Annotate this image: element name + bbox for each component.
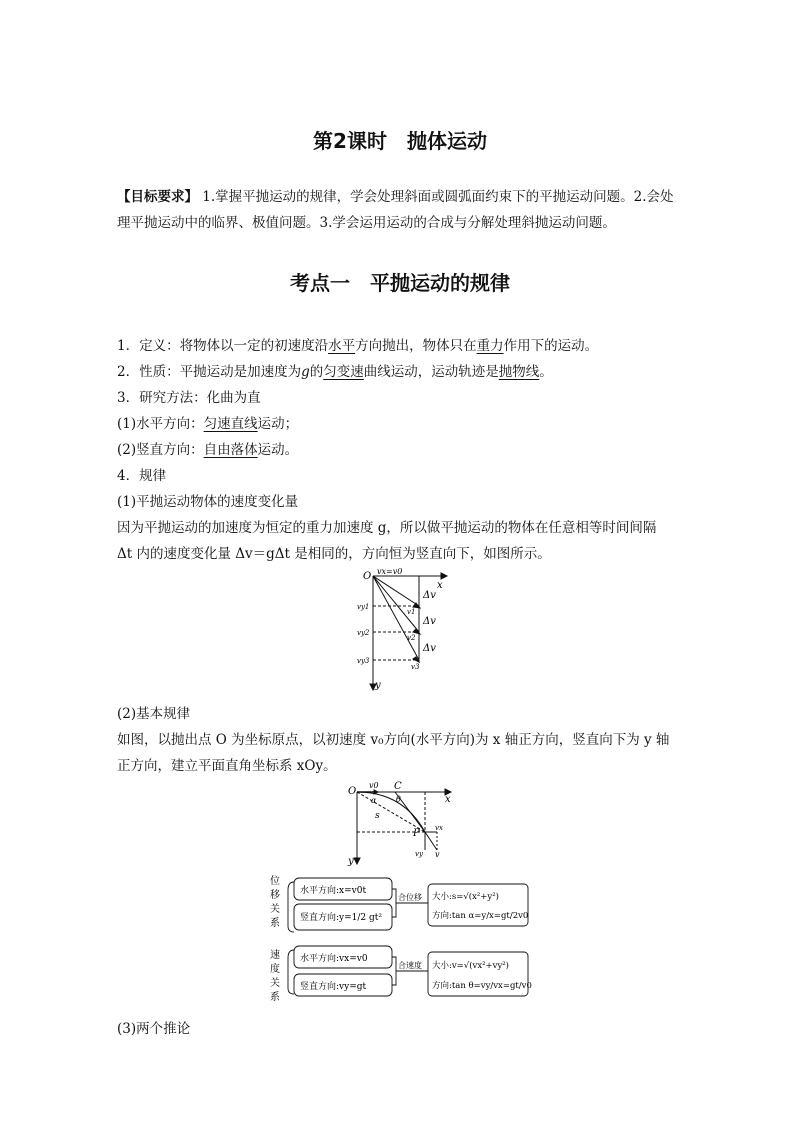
fig3-vel-label-1: 速: [270, 950, 280, 961]
def-text-a: 1．定义：将物体以一定的初速度沿: [117, 338, 329, 354]
fig3-disp-horizontal: 水平方向:x=v0t: [300, 886, 367, 896]
goal-paragraph: [117, 184, 687, 236]
paragraph-2-line-1: 如图，以抛出点 O 为坐标原点，以初速度 v₀方向(水平方向)为 x 轴正方向，竖直向下为 y 轴: [117, 732, 670, 748]
sub-heading-1: (1)平抛运动物体的速度变化量: [117, 494, 299, 510]
fig2-v0-label: v0: [369, 781, 379, 790]
method-line: 3．研究方法：化曲为直: [117, 390, 261, 406]
fig3-vel-label-2: 度: [270, 964, 280, 975]
def-blank-gravity: 重力: [476, 338, 504, 354]
fig3-vel-horizontal: 水平方向:vx=v0: [300, 954, 368, 964]
fig2-vy-label: vy: [415, 850, 423, 858]
fig3-vel-direction: 方向:tan θ=vy/vx=gt/v0: [432, 981, 532, 991]
vertical-line: [117, 438, 298, 458]
fig2-vx-label: vx: [435, 824, 443, 832]
fig3-disp-label-2: 移: [270, 890, 280, 901]
h-text-b: 运动；: [257, 416, 299, 432]
fig1-origin-label: O: [363, 571, 372, 582]
section-title: 考点一 平抛运动的规律: [290, 271, 510, 295]
fig3-disp-label-4: 系: [270, 918, 280, 929]
projectile-coordinate-diagram: [345, 778, 460, 868]
sub-heading-3: (3)两个推论: [117, 1021, 191, 1037]
v-text-a: (2)竖直方向：: [117, 442, 204, 458]
fig1-vy3-label: vy3: [357, 657, 370, 665]
fig1-vy2-label: vy2: [357, 629, 370, 637]
fig3-vel-label-3: 关: [270, 978, 280, 989]
fig1-dv-label-3: Δv: [423, 643, 436, 654]
prop-text-c: 曲线运动，运动轨迹是: [363, 364, 499, 380]
fig3-vel-merge: 合速度: [398, 961, 422, 970]
prop-blank-uniform: 匀变速: [323, 364, 364, 380]
fig3-vel-magnitude: 大小:v=√(vx²+vy²): [432, 961, 509, 971]
def-text-b: 方向抛出，物体只在: [355, 338, 477, 354]
fig1-v3-label: v3: [411, 663, 420, 671]
fig2-origin-label: O: [348, 786, 357, 797]
fig1-x-label: x: [437, 580, 443, 591]
prop-blank-parabola: 抛物线: [498, 364, 540, 380]
fig2-s-label: s: [375, 811, 380, 821]
v-text-b: 运动。: [257, 442, 299, 458]
relations-diagram: [260, 872, 550, 1010]
h-blank: 匀速直线: [203, 416, 258, 432]
paragraph-1-line-2: Δt 内的速度变化量 Δv＝gΔt 是相同的，方向恒为竖直向下，如图所示。: [117, 546, 551, 562]
fig2-x-label: x: [445, 794, 451, 805]
fig2-v-label: v: [435, 850, 440, 859]
def-text-c: 作用下的运动。: [503, 338, 599, 354]
fig3-disp-vertical: 竖直方向:y=1/2 gt²: [300, 913, 382, 923]
fig3-disp-merge: 合位移: [398, 893, 422, 902]
definition-line: [117, 334, 598, 354]
goal-text: 1.掌握平抛运动的规律，学会处理斜面或圆弧面约束下的平抛运动问题。2.会处理平抛运动中的临界、极值问题。3.学会运用运动的合成与分解处理斜抛运动问题。: [117, 189, 674, 231]
paragraph-1-line-1: 因为平抛运动的加速度为恒定的重力加速度 g，所以做平抛运动的物体在任意相等时间间隔: [117, 520, 657, 536]
fig1-top-label: vx=v0: [377, 567, 403, 576]
sub-heading-2: (2)基本规律: [117, 706, 191, 722]
prop-text-a: 2．性质：平抛运动是加速度为: [117, 364, 302, 380]
fig2-p-label: P: [413, 828, 420, 839]
prop-text-d: 。: [539, 364, 553, 380]
def-blank-horizontal: 水平: [328, 338, 356, 354]
v-blank: 自由落体: [203, 442, 258, 458]
property-line: [117, 360, 553, 380]
fig2-y-label: y: [348, 856, 354, 867]
fig1-v1-label: v1: [407, 608, 416, 616]
paragraph-2-line-2: 正方向，建立平面直角坐标系 xOy。: [117, 758, 337, 774]
fig2-alpha-label: α: [371, 796, 377, 805]
fig3-disp-magnitude: 大小:s=√(x²+y²): [432, 892, 499, 902]
velocity-change-diagram: [355, 566, 455, 692]
fig1-vy1-label: vy1: [357, 603, 370, 611]
prop-g: g: [301, 364, 310, 380]
law-heading: 4．规律: [117, 468, 167, 484]
fig1-dv-label-1: Δv: [423, 590, 436, 601]
fig1-y-label: y: [375, 680, 381, 691]
fig3-disp-label-1: 位: [270, 876, 280, 887]
fig1-dv-label-2: Δv: [423, 616, 436, 627]
fig1-v2-label: v2: [407, 634, 416, 642]
fig2-c-label: C: [394, 781, 402, 792]
fig3-vel-label-4: 系: [270, 992, 280, 1003]
h-text-a: (1)水平方向：: [117, 416, 204, 432]
fig3-vel-vertical: 竖直方向:vy=gt: [300, 982, 367, 992]
horizontal-line: [117, 412, 298, 432]
fig2-theta-label: θ: [396, 795, 401, 804]
fig3-disp-label-3: 关: [270, 904, 280, 915]
goal-label: 【目标要求】: [117, 189, 198, 205]
lesson-title: 第2课时 抛体运动: [313, 129, 487, 153]
prop-text-b: 的: [309, 364, 324, 380]
fig3-disp-direction: 方向:tan α=y/x=gt/2v0: [432, 911, 529, 921]
